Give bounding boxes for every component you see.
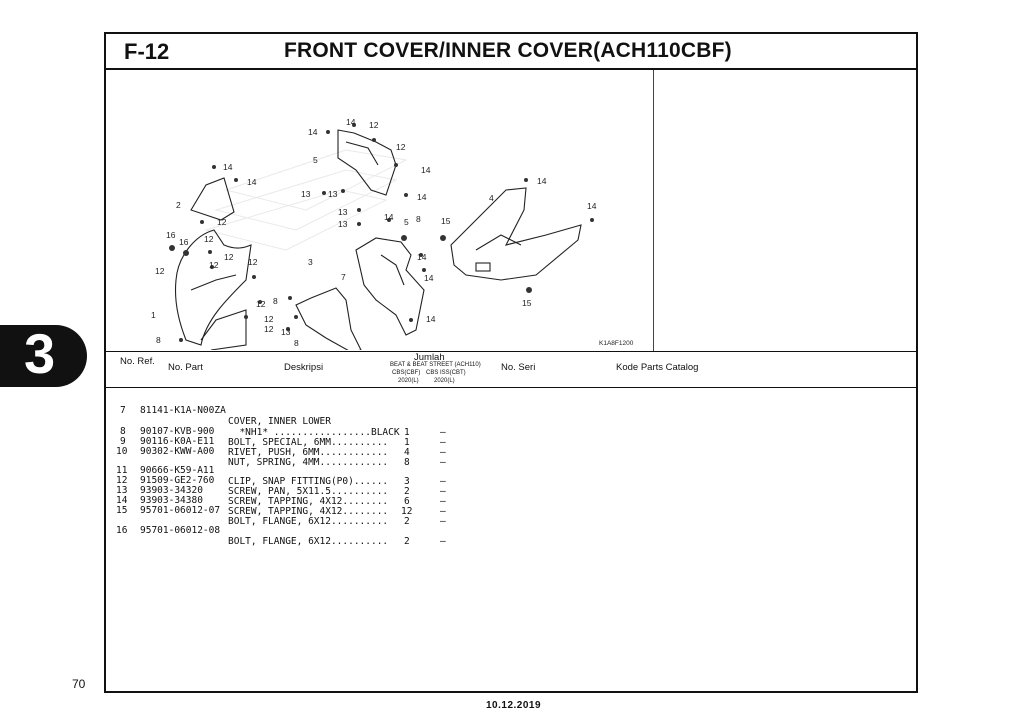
- page-number: 70: [72, 677, 86, 691]
- callout-13e: 13: [281, 327, 291, 337]
- part-upper-inner: [338, 130, 396, 195]
- table-row: 9 90116-K0A-E11 RIVET, PUSH, 6MM............ 4 –: [120, 436, 446, 458]
- callout-13c: 13: [338, 207, 348, 217]
- callout-11c: 12: [264, 314, 274, 324]
- callout-10c: 12: [204, 234, 214, 244]
- callout-10e: 12: [248, 257, 258, 267]
- callout-2: 2: [176, 200, 181, 210]
- part-front-cover: [175, 230, 251, 345]
- table-row: 15 95701-06012-07 BOLT, FLANGE, 6X12.......... 2 –: [116, 505, 446, 527]
- print-date: 10.12.2019: [486, 700, 542, 711]
- callout-13d: 13: [338, 219, 348, 229]
- header-col2-code: CBS ISS(CBT): [426, 370, 466, 376]
- table-row: 14 93903-34380 SCREW, TAPPING, 4X12........ 12 –: [116, 495, 446, 517]
- callout-13f: [372, 349, 382, 350]
- callout-9a: 8: [273, 296, 278, 306]
- table-row: 12 91509-GE2-760 SCREW, PAN, 5X11.5.......... 2 –: [116, 475, 446, 497]
- table-row: 8 90107-KVB-900 BOLT, SPECIAL, 6MM.......... 1 –: [120, 426, 446, 448]
- callout-11b: 12: [224, 252, 234, 262]
- callout-14h: 14: [587, 201, 597, 211]
- callout-9b: 8: [294, 338, 299, 348]
- header-col1-year: 2020(L): [398, 378, 419, 384]
- header-no-ref: No. Ref.: [120, 356, 155, 367]
- callout-14i: 14: [384, 212, 394, 222]
- part-inner-cover: [296, 288, 361, 350]
- section-code: F-12: [124, 39, 170, 64]
- table-row: *NH1* .................BLACK 1 –: [228, 427, 446, 438]
- header-jumlah: Jumlah: [414, 352, 445, 363]
- callout-14l: 14: [426, 314, 436, 324]
- header-deskripsi: Deskripsi: [284, 362, 324, 373]
- callout-10a: 12: [369, 120, 379, 130]
- callout-1: 1: [151, 310, 156, 320]
- callout-8: 8: [416, 214, 421, 224]
- callout-12a: [161, 349, 166, 350]
- table-row: 16 95701-06012-08 BOLT, FLANGE, 6X12.......... 2 –: [116, 525, 446, 547]
- header-col1-code: CBS(CBF): [392, 370, 421, 376]
- callout-14e: 14: [247, 177, 257, 187]
- callout-10g: 12: [256, 299, 266, 309]
- header-col2-year: 2020(L): [434, 378, 455, 384]
- callout-10f: 12: [155, 266, 165, 276]
- exploded-diagram: [106, 70, 916, 352]
- title-bar: [106, 34, 916, 70]
- header-kode-catalog: Kode Parts Catalog: [616, 362, 699, 373]
- figure-code: K1A8F1200: [599, 340, 634, 347]
- callout-6: 5: [404, 217, 409, 227]
- section-title: FRONT COVER/INNER COVER(ACH110CBF): [284, 39, 732, 62]
- callout-14j: 14: [417, 252, 427, 262]
- table-row: 7 81141-K1A-N00ZA COVER, INNER LOWER: [120, 405, 331, 427]
- callout-15b: 15: [522, 298, 532, 308]
- chapter-number: 3: [24, 322, 56, 385]
- table-row: 13 93903-34320 SCREW, TAPPING, 4X12........ 6 –: [116, 485, 446, 507]
- header-no-part: No. Part: [168, 362, 203, 373]
- honda-wing-watermark: [206, 150, 406, 250]
- header-model: BEAT & BEAT STREET (ACH110): [390, 362, 481, 368]
- table-row: 11 90666-K59-A11 CLIP, SNAP FITTING(P0)...... 3 –: [116, 465, 446, 487]
- callout-13b: 13: [328, 189, 338, 199]
- callout-14a: 14: [346, 117, 356, 127]
- callout-10d: 12: [209, 260, 219, 270]
- table-row: 10 90302-KWW-A00 NUT, SPRING, 4MM............ 8 –: [116, 446, 446, 468]
- diagram-drawing: [106, 70, 916, 350]
- callout-14c: 14: [223, 162, 233, 172]
- part-inner-lower: [451, 188, 581, 280]
- header-no-seri: No. Seri: [501, 362, 536, 373]
- callout-14d: 14: [421, 165, 431, 175]
- callout-9c: 8: [156, 335, 161, 345]
- callout-13a: 13: [301, 189, 311, 199]
- callout-16a: 16: [166, 230, 176, 240]
- table-header: [106, 352, 916, 388]
- callout-14f: 14: [417, 192, 427, 202]
- callout-7: 7: [341, 272, 346, 282]
- part-inner-center: [356, 238, 424, 335]
- page-frame: [104, 32, 918, 693]
- callout-3: 3: [308, 257, 313, 267]
- callout-10b: 12: [396, 142, 406, 152]
- part-screen: [191, 178, 234, 220]
- chapter-tab: [0, 322, 87, 387]
- callout-5: 5: [313, 155, 318, 165]
- callout-4: 4: [489, 193, 494, 203]
- callout-14g: 14: [537, 176, 547, 186]
- callout-15a: 15: [441, 216, 451, 226]
- callout-14k: 14: [424, 273, 434, 283]
- callout-11a: 12: [217, 217, 227, 227]
- callout-16b: 16: [179, 237, 189, 247]
- callout-14b: 14: [308, 127, 318, 137]
- callout-10h: 12: [264, 324, 274, 334]
